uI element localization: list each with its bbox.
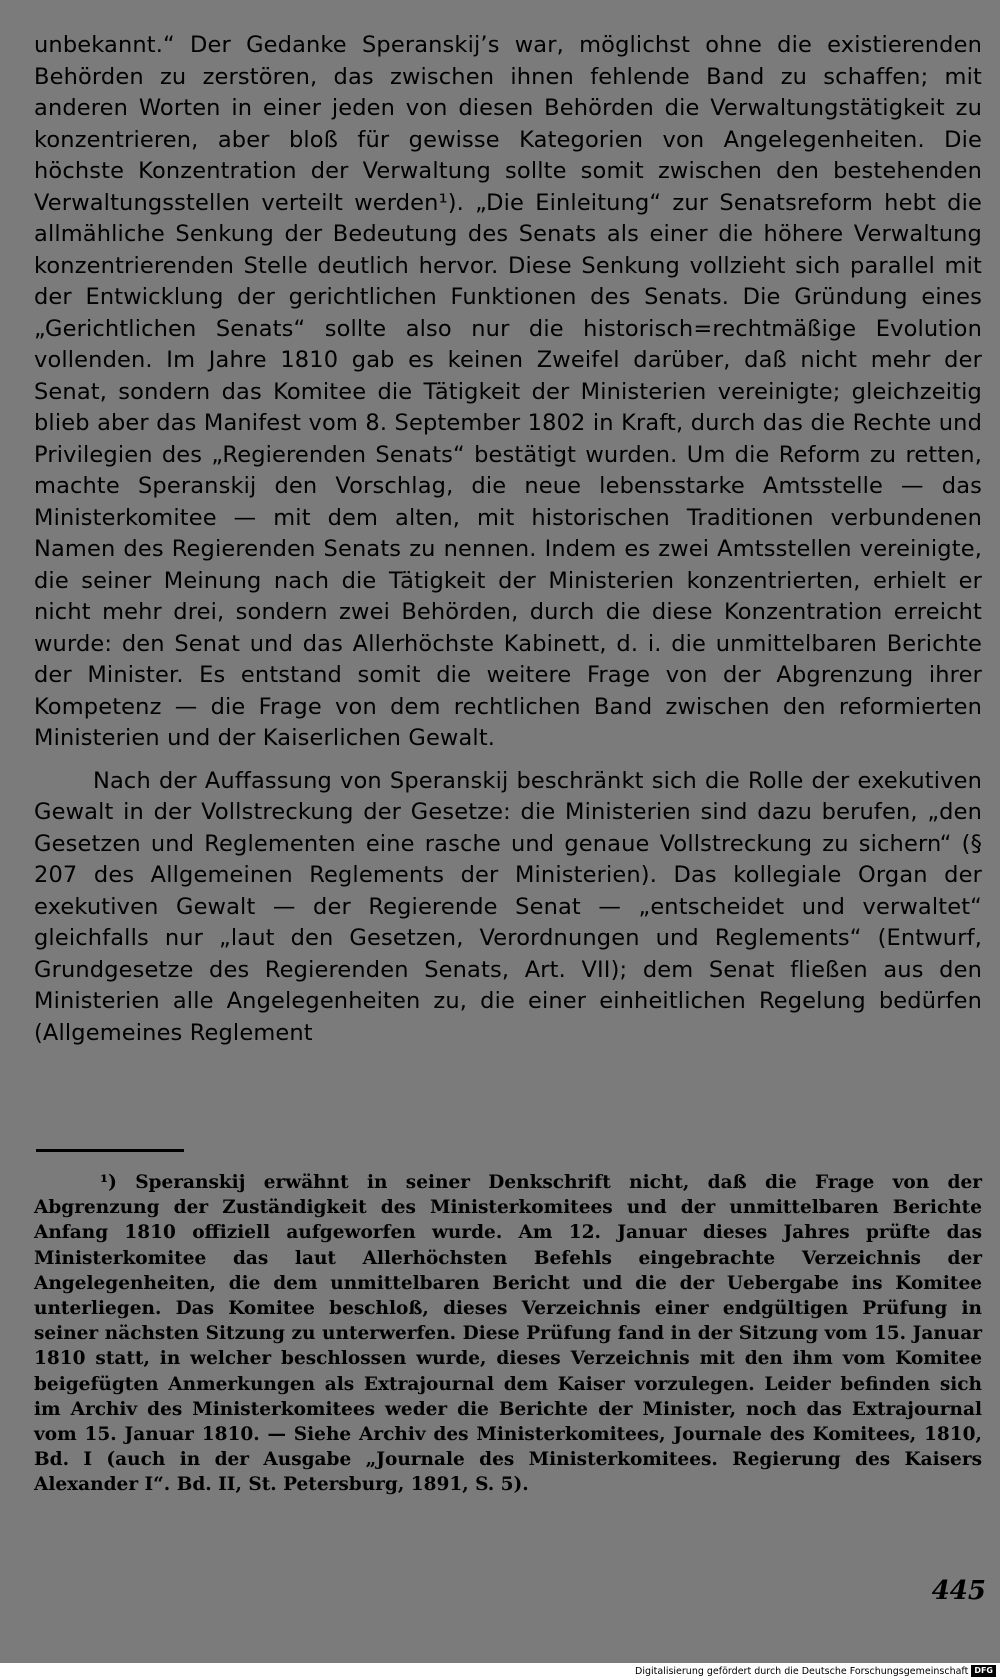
footnote-separator xyxy=(36,1149,184,1152)
footnote: ¹) Speranskij erwähnt in seiner Denkschrift nicht, daß die Frage von der Abgrenzung der Zuständigkeit des Ministerkomitees und der unmittelbaren Berichte Anfang 1810 offiziell aufgeworfen wurde. Am 12. Januar dieses Jahres prüfte das Ministerkomitee das laut Allerhöchsten Befehls eingebrachte Verzeichnis der Angelegenheiten, die dem unmittelbaren Bericht und die der Uebergabe ins Komitee unterliegen. Das Komitee beschloß, dieses Verzeichnis einer endgültigen Prüfung in seiner nächsten Sitzung zu unterwerfen. Diese Prüfung fand in der Sitzung vom 15. Januar 1810 statt, in welcher beschlossen wurde, dieses Verzeichnis mit den ihm vom Komitee beigefügten Anmerkungen als Extrajournal dem Kaiser vorzulegen. Leider befinden sich im Archiv des Ministerkomitees weder die Berichte der Minister, noch das Extrajournal vom 15. Januar 1810. — Siehe Archiv des Ministerkomitees, Journale des Komitees, 1810, Bd. I (auch in der Ausgabe „Journale des Ministerkomitees. Regierung des Kaisers Alexander I“. Bd. II, St. Petersburg, 1891, S. 5). xyxy=(34,1172,982,1496)
digitization-credit xyxy=(635,1664,996,1678)
body-paragraph-1: unbekannt.“ Der Gedanke Speranskij’s war, möglichst ohne die existierenden Behörden zu zerstören, das zwischen ihnen fehlende Band zu schaffen; mit anderen Worten in einer jeden von diesen Behörden die Verwaltungstätigkeit zu konzentrieren, aber bloß für gewisse Kategorien von Angelegenheiten. Die höchste Konzentration der Verwaltung sollte somit zwischen den bestehenden Verwaltungsstellen verteilt werden¹). „Die Einleitung“ zur Senatsreform hebt die allmähliche Senkung der Bedeutung des Senats als einer die höhere Verwaltung konzentrierenden Stelle deutlich hervor. Diese Senkung vollzieht sich parallel mit der Entwicklung der gerichtlichen Funktionen des Senats. Die Gründung eines „Gerichtlichen Senats“ sollte also nur die historisch=rechtmäßige Evolution vollenden. Im Jahre 1810 gab es keinen Zweifel darüber, daß nicht mehr der Senat, sondern das Komitee die Tätigkeit der Ministerien vereinigte; gleichzeitig blieb aber das Manifest vom 8. September 1802 in Kraft, durch das die Rechte und Privilegien des „Regierenden Senats“ bestätigt wurden. Um die Reform zu retten, machte Speranskij den Vorschlag, die neue lebensstarke Amtsstelle — das Ministerkomitee — mit dem alten, mit historischen Traditionen verbundenen Namen des Regierenden Senats zu nennen. Indem es zwei Amtsstellen vereinigte, die seiner Meinung nach die Tätigkeit der Ministerien konzentrierten, erhielt er nicht mehr drei, sondern zwei Behörden, durch die diese Konzentration erreicht wurde: den Senat und das Allerhöchste Kabinett, d. i. die unmittelbaren Berichte der Minister. Es entstand somit die weitere Frage von der Abgrenzung ihrer Kompetenz — die Frage von dem rechtlichen Band zwischen den reformierten Ministerien und der Kaiserlichen Gewalt. xyxy=(34,32,982,751)
main-text xyxy=(34,30,982,1049)
dfg-logo: DFG xyxy=(971,1665,996,1677)
page-number: 445 xyxy=(931,1576,986,1606)
body-paragraph-2: Nach der Auffassung von Speranskij beschränkt sich die Rolle der exekutiven Gewalt in der Vollstreckung der Gesetze: die Ministerien sind dazu berufen, „den Gesetzen und Reglementen eine rasche und genaue Vollstreckung zu sichern“ (§ 207 des Allgemeinen Reglements der Ministerien). Das kollegiale Organ der exekutiven Gewalt — der Regierende Senat — „entscheidet und verwaltet“ gleichfalls nur „laut den Gesetzen, Verordnungen und Reglements“ (Entwurf, Grundgesetze des Regierenden Senats, Art. VII); dem Senat fließen aus den Ministerien alle Angelegenheiten zu, die einer einheitlichen Regelung bedürfen (Allgemeines Reglement xyxy=(34,767,982,1046)
credit-text: Digitalisierung gefördert durch die Deutsche Forschungsgemeinschaft xyxy=(635,1665,969,1677)
